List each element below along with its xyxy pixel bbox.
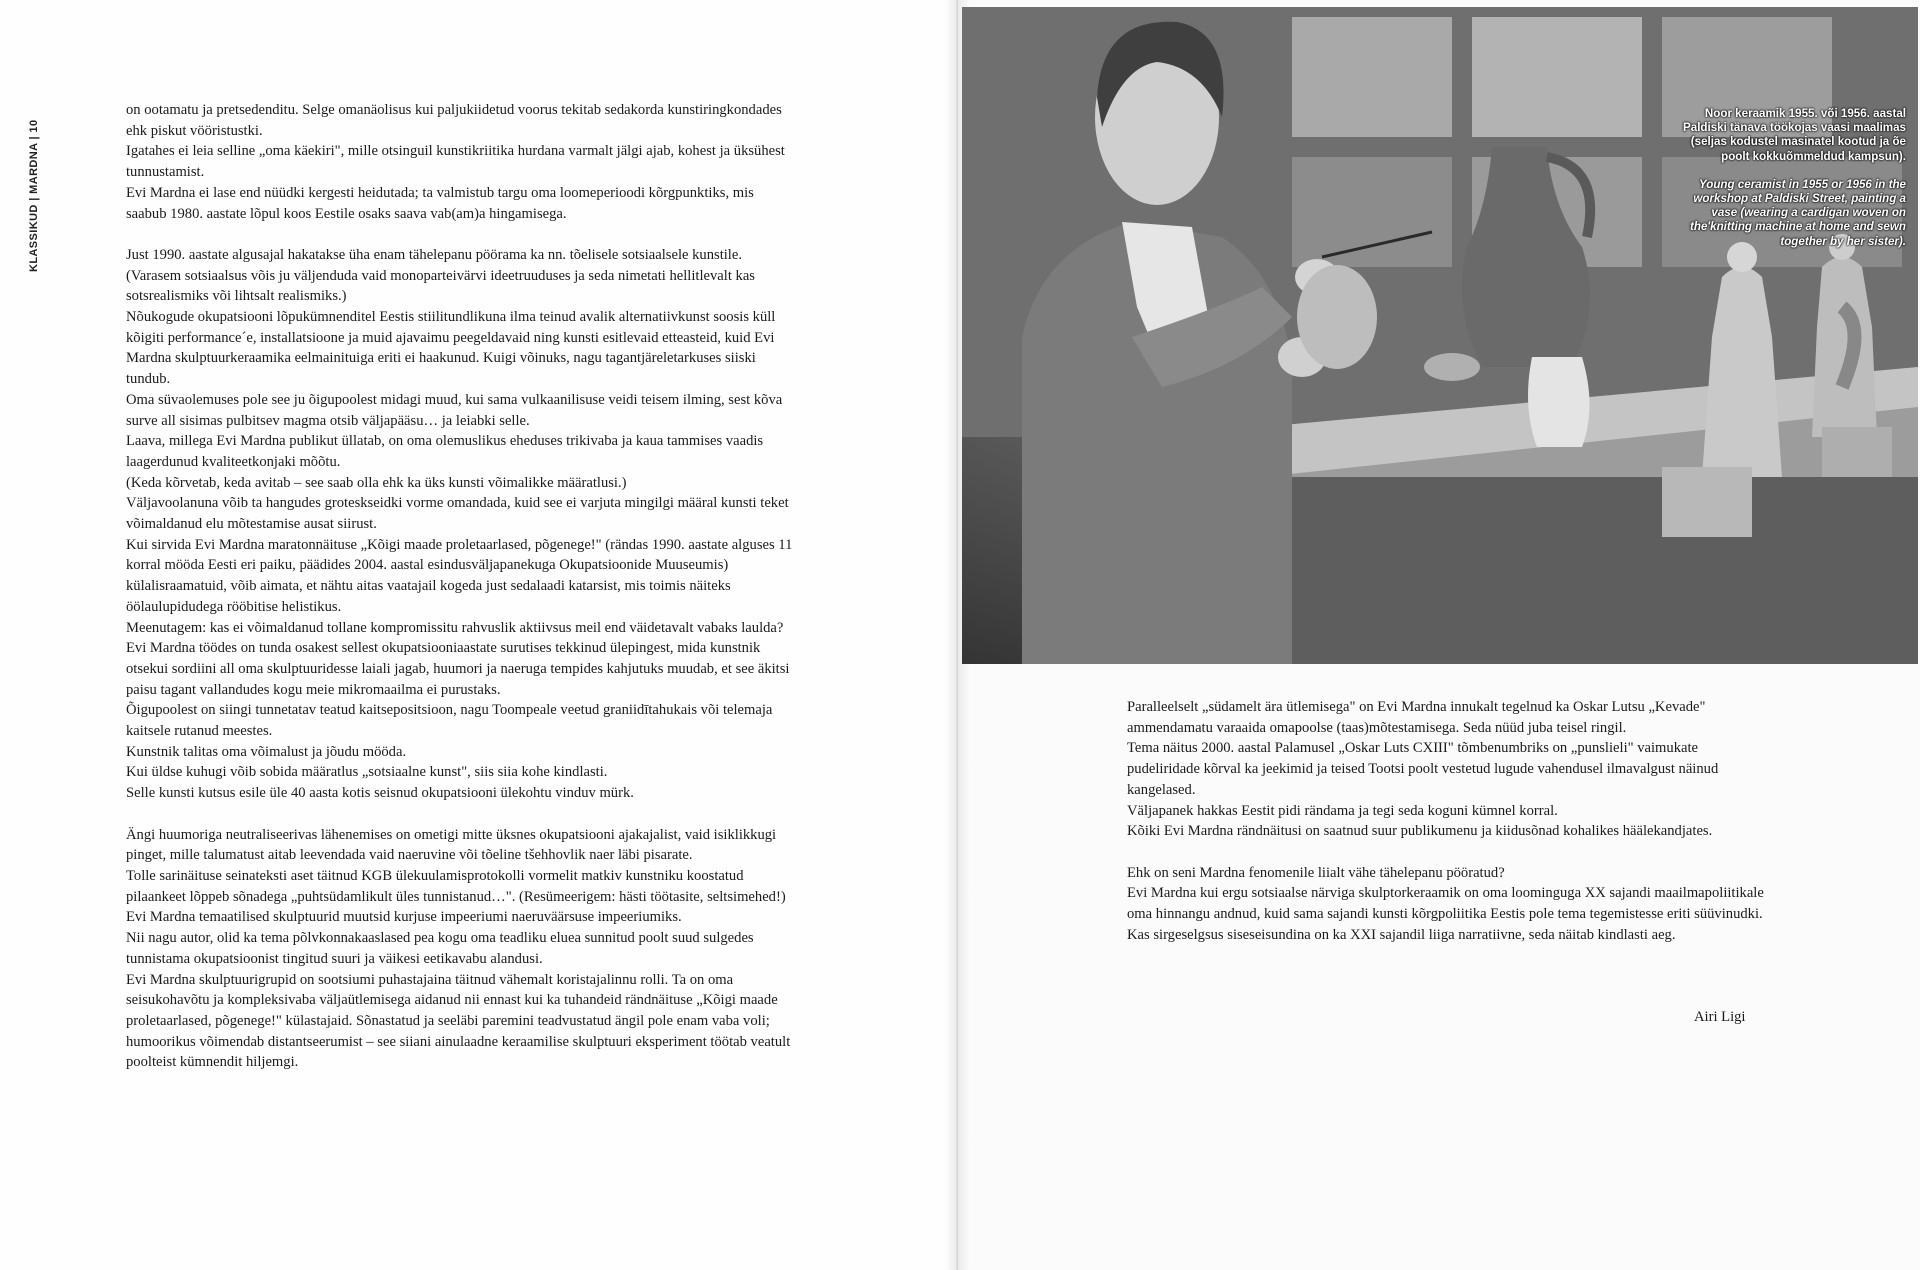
paragraph: Nii nagu autor, olid ka tema põlvkonnakaaslased pea kogu oma teadliku eluea sunnitud poolt suud sulgedes tunnistama okupatsioonist tingitud suuri ja väikesi eetikavabu alandusi.	[126, 930, 754, 967]
paragraph: Evi Mardna kui ergu sotsiaalse närviga skulptorkeraamik on oma loominguga XX sajandi maailmapoliitikale oma hinnangu andnud, kuid sama sajandi kunsti kõrgpoliitika Eestis pole tema tegemistesse eriti süüvinudki.	[1127, 885, 1764, 923]
paragraph-gap	[126, 804, 796, 825]
paragraph: on ootamatu ja pretsedenditu. Selge omanäolisus kui paljukiidetud voorus tekitab sedakorda kunstiringkondades ehk piskut vööristustki.	[126, 102, 782, 139]
left-column-text	[126, 100, 796, 1073]
paragraph: Meenutagem: kas ei võimaldanud tollane kompromissitu rahvuslik aktiivsus meil end väidetavalt vabaks laulda?	[126, 619, 784, 636]
paragraph: Ehk on seni Mardna fenomenile liialt vähe tähelepanu pööratud?	[1127, 864, 1505, 881]
photo-caption	[1666, 107, 1906, 249]
paragraph: Väljapanek hakkas Eestit pidi rändama ja tegi seda koguni kümnel korral.	[1127, 802, 1558, 819]
paragraph-gap	[1127, 842, 1767, 863]
paragraph: Väljavoolanuna võib ta hangudes groteskseidki vorme omandada, kuid see ei varjuta mingilgi määral kunsti teket võimaldanud elu mõtestamise ausat siirust.	[126, 495, 789, 533]
paragraph: Kunstnik talitas oma võimalust ja jõudu mööda.	[126, 743, 407, 760]
paragraph: Kui üldse kuhugi võib sobida määratlus „sotsiaalne kunst", siis siia kohe kindlasti.	[126, 764, 608, 781]
caption-estonian: Noor keraamik 1955. või 1956. aastal Paldiski tänava töökojas vaasi maalimas (seljas kodustel masinatel kootud ja õe poolt kokkuõmmeldud kampsun).	[1683, 107, 1906, 163]
right-column-text	[1127, 697, 1767, 945]
paragraph: Paralleelselt „südamelt ära ütlemisega" on Evi Mardna innukalt tegelnud ka Oskar Lutsu „Kevade" ammendamatu varaaida omapoolse (taas)mõtestamisega. Seda nüüd juba teisel ringil.	[1127, 699, 1706, 736]
paragraph: Igatahes ei leia selline „oma käekiri", mille otsinguil kunstikriitika hurdana varmalt jälgi ajab, kohest ja üksühest tunnustamist.	[126, 143, 785, 181]
paragraph: Selle kunsti kutsus esile üle 40 aasta kotis seisnud okupatsiooni ülekohtu vinduv mürk.	[126, 785, 634, 802]
author-signature: Airi Ligi	[1694, 1009, 1746, 1025]
paragraph: Evi Mardna temaatilised skulptuurid muutsid kurjuse impeeriumi naeruväärsuse impeeriumiks.	[126, 909, 682, 926]
paragraph: Ängi huumoriga neutraliseerivas lähenemises on ometigi mitte üksnes okupatsiooni ajakajalist, vaid isiklikkugi pinget, mille talumatust aitab leevendada vaid naeruvine või tõeline tšehhovlik naer läbi pisarate.	[126, 826, 777, 864]
paragraph: Kas sirgeselgsus siseseisundina on ka XXI sajandil liiga narratiivne, seda näitab kindlasti aeg.	[1127, 926, 1676, 943]
paragraph: Õigupoolest on siingi tunnetatav teatud kaitsepositsioon, nagu Toompeale veetud graniidītahukais või telemaja kaitsele rutanud meestes.	[126, 702, 773, 740]
paragraph: Evi Mardna ei lase end nüüdki kergesti heidutada; ta valmistub targu oma loomeperioodi kõrgpunktiks, mis saabub 1980. aastate lõpul koos Eestile osaks saava vab(am)a hingamisega.	[126, 184, 754, 222]
archival-photograph	[962, 7, 1918, 664]
paragraph-gap	[126, 224, 796, 245]
paragraph: (Keda kõrvetab, keda avitab – see saab olla ehk ka üks kunsti võimalikke määratlusi.)	[126, 474, 627, 491]
paragraph: Kui sirvida Evi Mardna maratonnäituse „Kõigi maade proletaarlased, põgenege!" (rändas 1990. aastate alguses 11 korral mööda Eesti eri paiku, päädides 2004. aastal esindusväljapanekuga Okupatsioonide Muuseumis) külalisraamatuid, võib aimata, et nähtu aitas vaatajail kogeda just sedalaadi katarsist, mis toimis näiteks öölaulupidudega rööbitise helistikus.	[126, 536, 793, 615]
paragraph: Kõiki Evi Mardna rändnäitusi on saatnud suur publikumenu ja kiidusõnad kohalikes häälekandjates.	[1127, 823, 1713, 840]
paragraph: Evi Mardna skulptuurigrupid on sootsiumi puhastajaina täitnud vähemalt koristajalinnu rolli. Ta on oma seisukohavõtu ja kompleksivaba väljaütlemisega aidanud nii ennast kui ka tuhandeid rändnäituse „Kõigi maade proletaarlased, põgenege!" külastajaid. Sõnastatud ja seeläbi paremini teadvustatud ängil pole enam vaba voli; humoorikus võimendab distantseerumist – see siiani ainulaadne keraamilise skulptuuri eksperiment töötab veatult poolteist kümnendit hiljemgi.	[126, 971, 791, 1071]
paragraph: Nõukogude okupatsiooni lõpukümnenditel Eestis stiilitundlikuna ilma teinud avalik alternatiivkunst soosis küll kõigiti performance´e, installatsioone ja muid ajavaimu peegeldavaid ning kunsti esitlevaid etteasteid, kuid Evi Mardna skulptuurkeraamika eelmainituiga eriti ei haakunud. Kuigi võinuks, nagu tagantjäreletarkuses siiski tundub.	[126, 309, 776, 388]
paragraph: Evi Mardna töödes on tunda osakest sellest okupatsiooniaastate surutises tekkinud ülepingest, mida kunstnik otsekui sordiini all oma skulptuuridesse laiali jagab, huumori ja naeruga tempides kahjutuks muudab, et see äkitsi paisu tagant vallandudes kogu meie mikromaailma ei purustaks.	[126, 640, 790, 698]
paragraph: Tema näitus 2000. aastal Palamusel „Oskar Luts CXIII" tõmbenumbriks on „punslieli" vaimukate pudeliridade kõrval ka jeekimid ja teised Tootsi poolt vestetud lugude vahendusel ilmavalgust näinud kangelased.	[1127, 740, 1719, 798]
paragraph: Oma süvaolemuses pole see ju õigupoolest midagi muud, kui sama vulkaanilisuse veidi teisem ilming, sest kõva surve all sisimas pulbitsev magma otsib väljapääsu… ja leiabki selle.	[126, 391, 783, 429]
paragraph: Laava, millega Evi Mardna publikut üllatab, on oma olemuslikus eheduses trikivaba ja kaua tammises vaadis laagerdunud kvaliteetkonjaki mõõtu.	[126, 433, 764, 470]
running-head: KLASSIKUD | MARDNA | 10	[28, 119, 40, 272]
paragraph: Just 1990. aastate algusajal hakatakse üha enam tähelepanu pöörama ka nn. tõelisele sotsiaalsele kunstile. (Varasem sotsiaalsus võis ju väljenduda vaid monoparteivärvi ideetruuduses ja seda nimetati hellitlevalt kas sotsrealismiks või lihtsalt realismiks.)	[126, 246, 755, 305]
caption-english: Young ceramist in 1955 or 1956 in the workshop at Paldiski Street, painting a vase (wearing a cardigan woven on the'knitting machine at home and sewn together by her sister).	[1690, 177, 1906, 248]
paragraph: Tolle sarinäituse seinateksti aset täitnud KGB ülekuulamisprotokolli vormelit matkiv kunstniku koostatud pilaankeet lõppeb sõnadega „puhtsüdamlikult üles tunnistanud…". (Resümeerigem: hästi töötasite, seltsimehed!)	[126, 867, 786, 905]
photo-illustration	[962, 7, 1918, 664]
